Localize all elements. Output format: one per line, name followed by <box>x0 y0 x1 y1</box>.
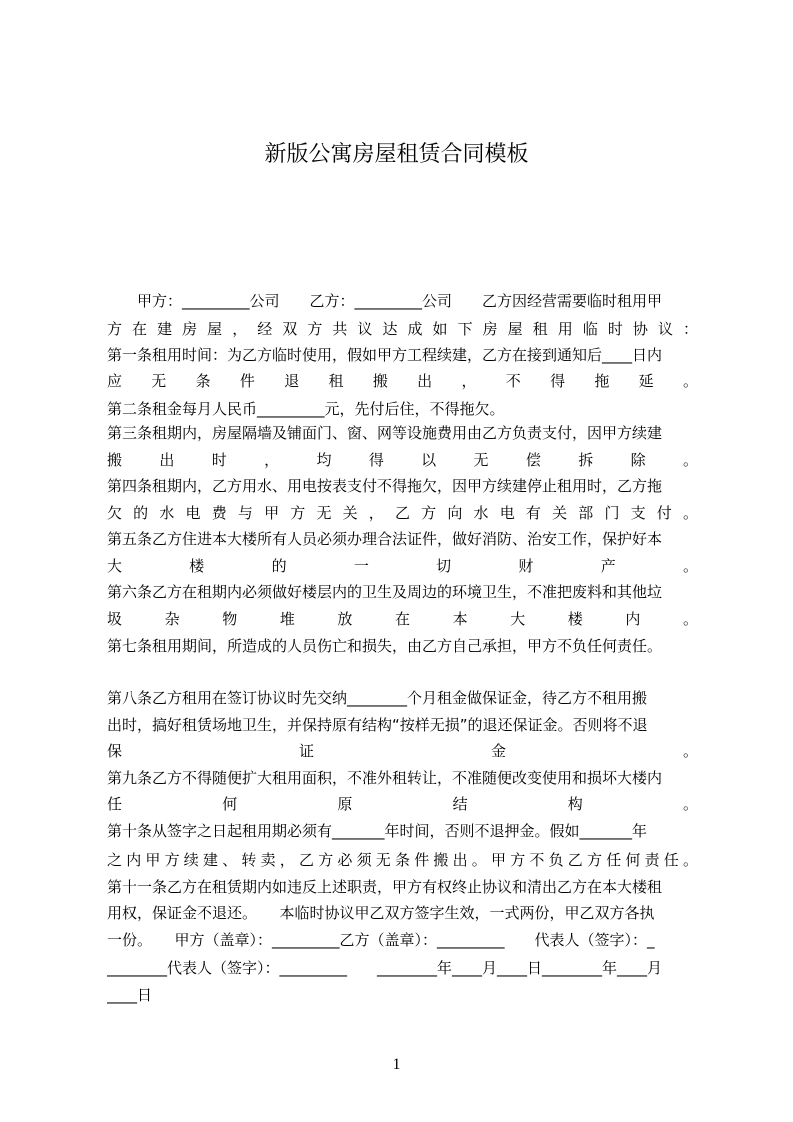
body-line: 圾 杂 物 堆 放 在 本 大 楼 内 。 <box>107 610 698 628</box>
body-line: 第六条乙方在租期内必须做好楼层内的卫生及周边的环境卫生，不准把废料和其他垃 <box>107 583 663 601</box>
body-line: 应 无 条 件 退 租 搬 出 ， 不 得 拖 延 。 <box>107 372 698 390</box>
body-line: 用权，保证金不退还。 本临时协议甲乙双方签字生效，一式两份，甲乙双方各执 <box>107 904 655 922</box>
body-line: 第八条乙方租用在签订协议时先交纳________个月租金做保证金，待乙方不租用搬 <box>107 689 648 707</box>
body-line: 保 证 金 。 <box>107 742 698 760</box>
page-number: 1 <box>392 1056 401 1073</box>
body-line: 甲方：_________公司 乙方：_________公司 乙方因经营需要临时租用甲 <box>107 292 663 310</box>
body-line: ________代表人（签字）：_________ ________年____月____日________年____月 <box>107 959 663 977</box>
body-line: 欠的水电费与甲方无关，乙方向水电有关部门支付。 <box>107 504 698 522</box>
body-line: 搬 出 时 ， 均 得 以 无 偿 拆 除 。 <box>107 451 698 469</box>
body-line: 第三条租期内，房屋隔墙及铺面门、窗、网等设施费用由乙方负责支付，因甲方续建 <box>107 424 663 442</box>
body-line: 第四条租期内，乙方用水、用电按表支付不得拖欠，因甲方续建停止租用时，乙方拖 <box>107 477 663 495</box>
body-line: 之内甲方续建、转卖，乙方必须无条件搬出。甲方不负乙方任何责任。 <box>107 851 698 869</box>
body-line: 第七条租用期间，所造成的人员伤亡和损失，由乙方自己承担，甲方不负任何责任。 <box>107 637 663 655</box>
body-line: 出时，搞好租赁场地卫生，并保持原有结构“按样无损”的退还保证金。否则将不退 <box>107 716 648 734</box>
body-line: 第十条从签字之日起租用期必须有_______年时间，否则不退押金。假如_______年 <box>107 822 648 840</box>
body-line: 任 何 原 结 构 。 <box>107 795 698 813</box>
body-line: 大 楼 的 一 切 财 产 。 <box>107 557 698 575</box>
body-line: 第十一条乙方在租赁期内如违反上述职责，甲方有权终止协议和清出乙方在本大楼租 <box>107 878 663 896</box>
body-line: 第五条乙方住进本大楼所有人员必须办理合法证件，做好消防、治安工作，保护好本 <box>107 530 663 548</box>
body-line: 第一条租用时间：为乙方临时使用，假如甲方工程续建，乙方在接到通知后____日内 <box>107 346 663 364</box>
body-line: 方在建房屋，经双方共议达成如下房屋租用临时协议： <box>107 320 698 338</box>
body-line: 第九条乙方不得随便扩大租用面积，不准外租转让，不准随便改变使用和损坏大楼内 <box>107 769 663 787</box>
document-title: 新版公寓房屋租赁合同模板 <box>264 142 529 167</box>
body-line: 一份。 甲方（盖章）：_________乙方（盖章）：_________ 代表人（签字）：_ <box>107 931 655 949</box>
body-line: 第二条租金每月人民币_________元，先付后住，不得拖欠。 <box>107 400 505 418</box>
body-line: ____日 <box>107 986 153 1004</box>
